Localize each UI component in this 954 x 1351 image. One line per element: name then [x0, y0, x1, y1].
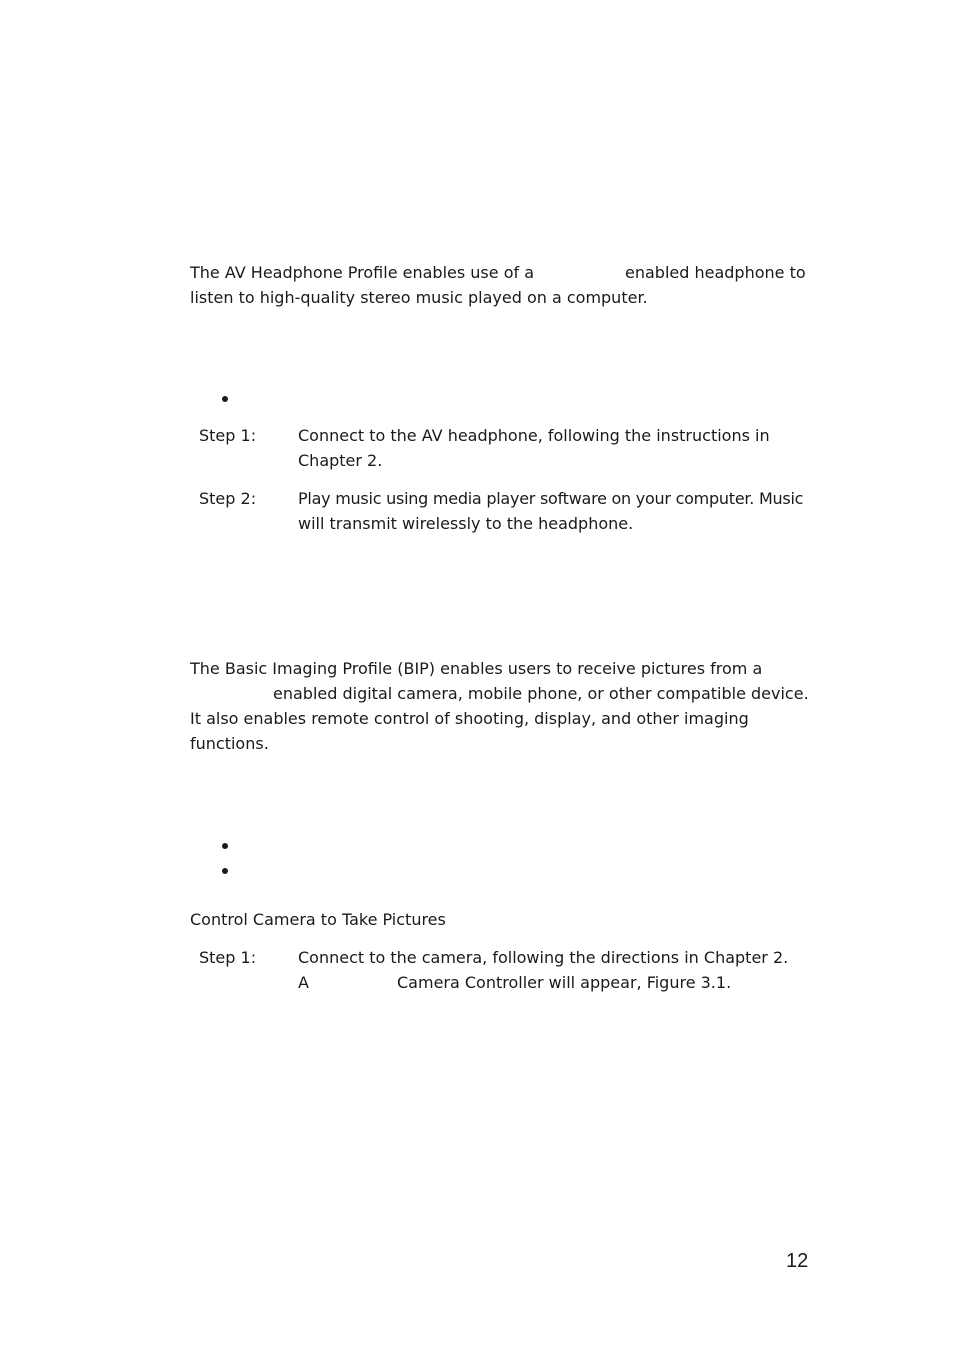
bip-step1-line2a: A	[298, 973, 309, 992]
av-step1-label: Step 1:	[199, 426, 257, 445]
bip-step1-label: Step 1:	[199, 948, 257, 967]
bip-intro-line1: The Basic Imaging Profile (BIP) enables users to receive pictures from a	[190, 659, 763, 678]
av-intro-line1a: The AV Headphone Profile enables use of a	[190, 263, 534, 282]
list-bullet	[222, 396, 228, 402]
av-step2-label: Step 2:	[199, 489, 257, 508]
bip-subheading: Control Camera to Take Pictures	[190, 910, 446, 929]
av-intro-line1b: enabled headphone to	[625, 263, 806, 282]
av-intro-line2: listen to high-quality stereo music played on a computer.	[190, 288, 648, 307]
bip-intro-line4: functions.	[190, 734, 269, 753]
bip-intro-line3: It also enables remote control of shooting, display, and other imaging	[190, 709, 749, 728]
av-step2-line1: Play music using media player software on your computer. Music	[298, 489, 804, 508]
av-step1-line1: Connect to the AV headphone, following the instructions in	[298, 426, 770, 445]
av-step1-line2: Chapter 2.	[298, 451, 383, 470]
list-bullet	[222, 868, 228, 874]
bip-step1-line2b: Camera Controller will appear, Figure 3.1.	[397, 973, 732, 992]
av-step2-line2: will transmit wirelessly to the headphone.	[298, 514, 634, 533]
list-bullet	[222, 843, 228, 849]
page-number: 12	[786, 1250, 809, 1272]
bip-step1-line1: Connect to the camera, following the directions in Chapter 2.	[298, 948, 789, 967]
bip-intro-line2: enabled digital camera, mobile phone, or other compatible device.	[273, 684, 809, 703]
